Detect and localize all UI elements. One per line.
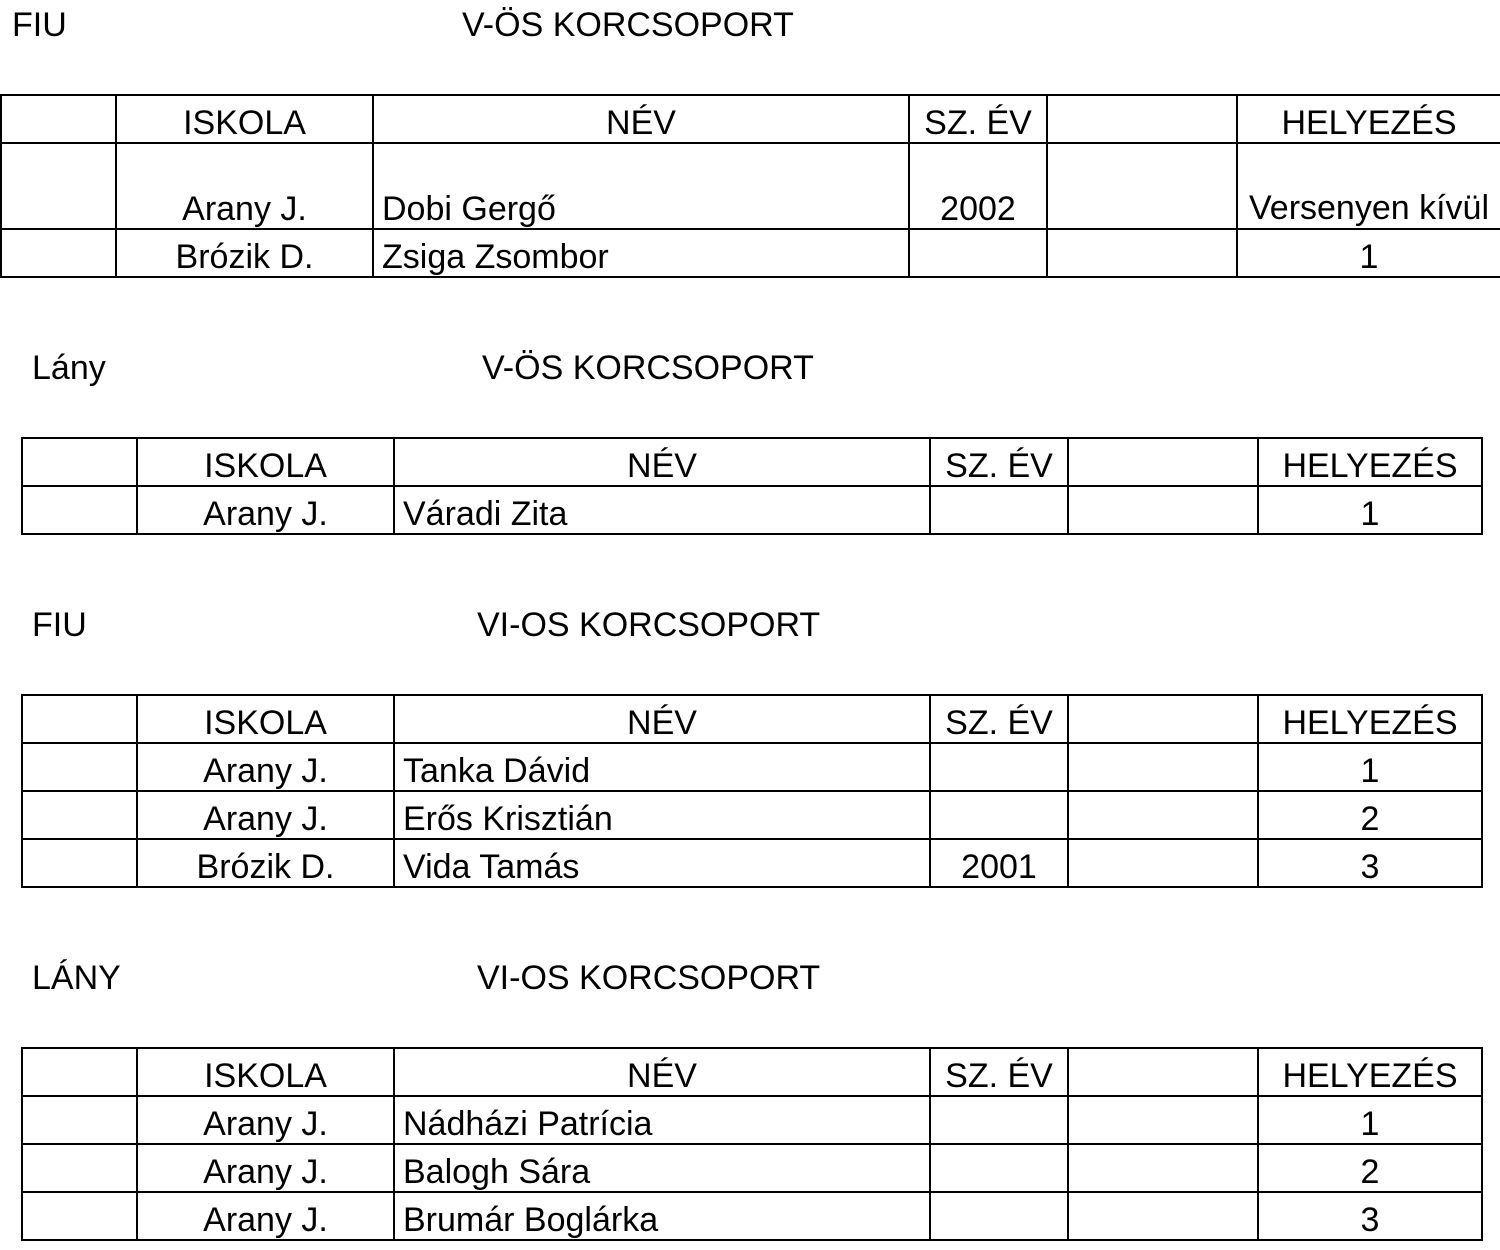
row-index-cell [22,791,137,839]
section-title: VI-OS KORCSOPORT [477,959,821,997]
row-index-cell [1,143,116,229]
row-index-cell [22,486,137,534]
school-cell: Arany J. [116,143,373,229]
results-table [21,437,1483,535]
row-index-cell [22,1144,137,1192]
table-row [22,743,1482,791]
table-header-row [22,438,1482,486]
birth-year-cell [930,743,1068,791]
header-school: ISKOLA [137,695,394,743]
row-index-cell [22,1096,137,1144]
extra-cell [1047,229,1237,277]
header-extra [1068,1048,1258,1096]
school-cell: Arany J. [137,791,394,839]
header-extra [1068,438,1258,486]
table-row [22,791,1482,839]
place-cell: 2 [1258,791,1482,839]
table-header-row [22,695,1482,743]
table-row [1,229,1500,277]
header-name: NÉV [394,1048,930,1096]
extra-cell [1068,743,1258,791]
row-index-cell [22,1192,137,1240]
table-row [22,1192,1482,1240]
extra-cell [1068,791,1258,839]
place-cell: 1 [1237,229,1500,277]
school-cell: Arany J. [137,1192,394,1240]
school-cell: Arany J. [137,1096,394,1144]
header-place: HELYEZÉS [1258,695,1482,743]
place-cell: 1 [1258,1096,1482,1144]
name-cell: Zsiga Zsombor [373,229,909,277]
header-index [22,1048,137,1096]
place-cell: 3 [1258,839,1482,887]
header-birth-year: SZ. ÉV [909,95,1047,143]
school-cell: Brózik D. [116,229,373,277]
header-extra [1068,695,1258,743]
extra-cell [1068,1096,1258,1144]
row-index-cell [22,839,137,887]
header-place: HELYEZÉS [1258,438,1482,486]
results-table [21,1047,1483,1241]
table-row [22,839,1482,887]
section-label: Lány [32,349,106,387]
place-cell: Versenyen kívül [1237,143,1500,229]
header-birth-year: SZ. ÉV [930,695,1068,743]
section-label: FIU [12,6,67,44]
name-cell: Váradi Zita [394,486,930,534]
name-cell: Erős Krisztián [394,791,930,839]
birth-year-cell [930,791,1068,839]
school-cell: Arany J. [137,1144,394,1192]
header-index [1,95,116,143]
place-cell: 2 [1258,1144,1482,1192]
place-cell: 1 [1258,486,1482,534]
school-cell: Brózik D. [137,839,394,887]
header-school: ISKOLA [137,1048,394,1096]
school-cell: Arany J. [137,486,394,534]
results-table [0,94,1500,278]
table-row [22,1096,1482,1144]
birth-year-cell: 2002 [909,143,1047,229]
birth-year-cell: 2001 [930,839,1068,887]
header-school: ISKOLA [137,438,394,486]
row-index-cell [22,743,137,791]
extra-cell [1047,143,1237,229]
birth-year-cell [930,1144,1068,1192]
table-row [22,486,1482,534]
section-title: VI-OS KORCSOPORT [477,606,821,644]
school-cell: Arany J. [137,743,394,791]
row-index-cell [1,229,116,277]
extra-cell [1068,839,1258,887]
table-row [1,143,1500,229]
header-name: NÉV [373,95,909,143]
header-school: ISKOLA [116,95,373,143]
header-index [22,695,137,743]
section-title: V-ÖS KORCSOPORT [482,349,814,387]
extra-cell [1068,1192,1258,1240]
name-cell: Tanka Dávid [394,743,930,791]
header-extra [1047,95,1237,143]
section-label: FIU [32,606,87,644]
header-name: NÉV [394,695,930,743]
birth-year-cell [909,229,1047,277]
section-title: V-ÖS KORCSOPORT [462,6,794,44]
name-cell: Brumár Boglárka [394,1192,930,1240]
results-table [21,694,1483,888]
header-index [22,438,137,486]
table-row [22,1144,1482,1192]
birth-year-cell [930,486,1068,534]
name-cell: Dobi Gergő [373,143,909,229]
table-header-row [22,1048,1482,1096]
header-place: HELYEZÉS [1237,95,1500,143]
header-place: HELYEZÉS [1258,1048,1482,1096]
header-birth-year: SZ. ÉV [930,1048,1068,1096]
extra-cell [1068,1144,1258,1192]
table-header-row [1,95,1500,143]
place-cell: 1 [1258,743,1482,791]
extra-cell [1068,486,1258,534]
birth-year-cell [930,1192,1068,1240]
section-label: LÁNY [32,959,121,997]
name-cell: Balogh Sára [394,1144,930,1192]
header-birth-year: SZ. ÉV [930,438,1068,486]
birth-year-cell [930,1096,1068,1144]
name-cell: Vida Tamás [394,839,930,887]
name-cell: Nádházi Patrícia [394,1096,930,1144]
header-name: NÉV [394,438,930,486]
place-cell: 3 [1258,1192,1482,1240]
